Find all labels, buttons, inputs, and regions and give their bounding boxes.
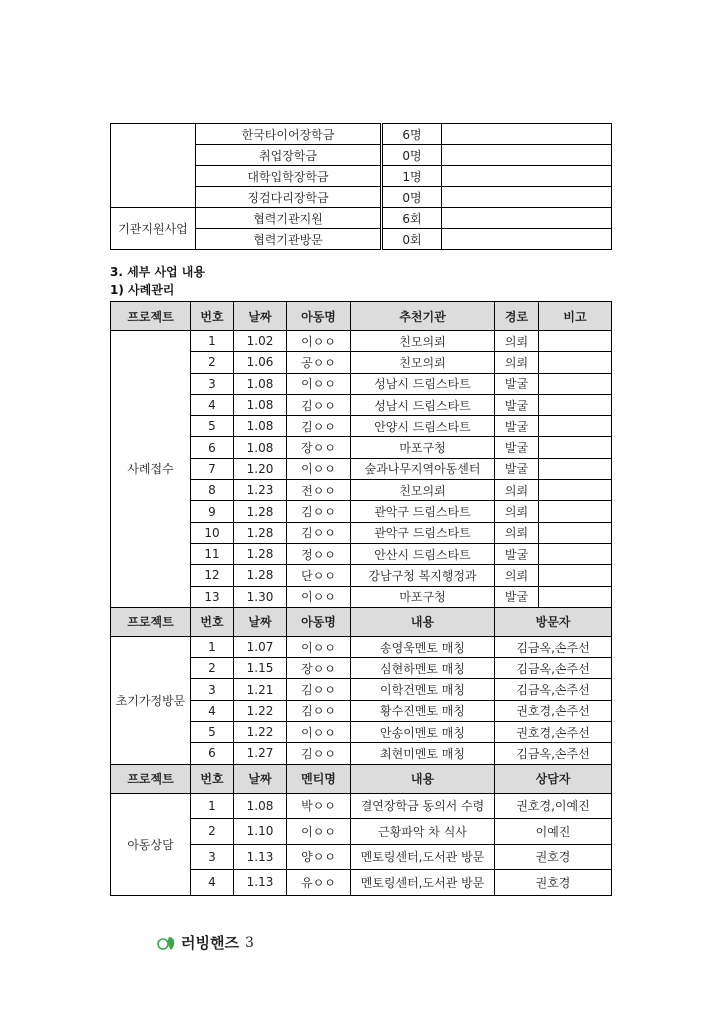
route-cell: 발굴 bbox=[495, 543, 539, 564]
brand-name: 러빙핸즈 bbox=[181, 934, 239, 952]
column-header: 아동명 bbox=[287, 607, 351, 636]
section-title: 3. 세부 사업 내용 bbox=[110, 265, 205, 279]
agency-cell: 마포구청 bbox=[351, 437, 495, 458]
note-cell bbox=[442, 166, 612, 187]
page-number: 3 bbox=[244, 934, 254, 951]
value-cell: 1명 bbox=[382, 166, 442, 187]
date-cell: 1.27 bbox=[234, 743, 287, 764]
number-cell: 2 bbox=[191, 658, 234, 679]
number-cell: 8 bbox=[191, 480, 234, 501]
child-name-cell: 이ㅇㅇ bbox=[287, 636, 351, 657]
route-cell: 발굴 bbox=[495, 373, 539, 394]
route-cell: 의뢰 bbox=[495, 352, 539, 373]
column-header: 번호 bbox=[191, 764, 234, 793]
number-cell: 11 bbox=[191, 543, 234, 564]
content-cell: 심현하멘토 매칭 bbox=[351, 658, 495, 679]
note-cell bbox=[442, 208, 612, 229]
date-cell: 1.13 bbox=[234, 870, 287, 896]
counselor-cell: 권호경 bbox=[495, 870, 612, 896]
child-name-cell: 김ㅇㅇ bbox=[287, 416, 351, 437]
child-name-cell: 공ㅇㅇ bbox=[287, 352, 351, 373]
date-cell: 1.08 bbox=[234, 437, 287, 458]
note-cell bbox=[442, 124, 612, 145]
table-row bbox=[111, 124, 612, 145]
value-cell: 0회 bbox=[382, 229, 442, 250]
visitor-cell: 김금옥,손주선 bbox=[495, 743, 612, 764]
content-cell: 최현미멘토 매칭 bbox=[351, 743, 495, 764]
number-cell: 6 bbox=[191, 743, 234, 764]
date-cell: 1.22 bbox=[234, 722, 287, 743]
date-cell: 1.28 bbox=[234, 501, 287, 522]
note-cell bbox=[442, 229, 612, 250]
column-header: 프로젝트 bbox=[111, 302, 191, 331]
column-header: 아동명 bbox=[287, 302, 351, 331]
agency-cell: 강남구청 복지행정과 bbox=[351, 565, 495, 586]
number-cell: 7 bbox=[191, 458, 234, 479]
loving-hands-logo-icon bbox=[157, 934, 177, 952]
date-cell: 1.10 bbox=[234, 819, 287, 845]
column-header: 날짜 bbox=[234, 302, 287, 331]
route-cell: 의뢰 bbox=[495, 331, 539, 352]
date-cell: 1.08 bbox=[234, 394, 287, 415]
item-cell: 징검다리장학금 bbox=[196, 187, 382, 208]
child-name-cell: 김ㅇㅇ bbox=[287, 700, 351, 721]
note-cell bbox=[539, 373, 612, 394]
agency-cell: 성남시 드림스타트 bbox=[351, 394, 495, 415]
counselor-cell: 권호경,이예진 bbox=[495, 793, 612, 819]
mentee-name-cell: 박ㅇㅇ bbox=[287, 793, 351, 819]
counselor-cell: 이예진 bbox=[495, 819, 612, 845]
agency-cell: 안양시 드림스타트 bbox=[351, 416, 495, 437]
route-cell: 의뢰 bbox=[495, 565, 539, 586]
table-row bbox=[111, 636, 612, 657]
agency-cell: 안산시 드림스타트 bbox=[351, 543, 495, 564]
note-cell bbox=[442, 145, 612, 166]
route-cell: 의뢰 bbox=[495, 480, 539, 501]
note-cell bbox=[539, 416, 612, 437]
agency-cell: 친모의뢰 bbox=[351, 480, 495, 501]
number-cell: 9 bbox=[191, 501, 234, 522]
child-name-cell: 김ㅇㅇ bbox=[287, 501, 351, 522]
number-cell: 5 bbox=[191, 722, 234, 743]
child-name-cell: 이ㅇㅇ bbox=[287, 458, 351, 479]
note-cell bbox=[539, 331, 612, 352]
header-row bbox=[111, 607, 612, 636]
table-row bbox=[111, 208, 612, 229]
content-cell: 안송이멘토 매칭 bbox=[351, 722, 495, 743]
visitor-cell: 권호경,손주선 bbox=[495, 700, 612, 721]
child-name-cell: 장ㅇㅇ bbox=[287, 437, 351, 458]
section-subtitle: 1) 사례관리 bbox=[110, 283, 175, 297]
child-name-cell: 김ㅇㅇ bbox=[287, 394, 351, 415]
agency-cell: 숲과나무지역아동센터 bbox=[351, 458, 495, 479]
number-cell: 6 bbox=[191, 437, 234, 458]
content-cell: 멘토링센터,도서관 방문 bbox=[351, 844, 495, 870]
child-name-cell: 이ㅇㅇ bbox=[287, 331, 351, 352]
content-cell: 근황파악 차 식사 bbox=[351, 819, 495, 845]
note-cell bbox=[539, 394, 612, 415]
date-cell: 1.02 bbox=[234, 331, 287, 352]
child-name-cell: 김ㅇㅇ bbox=[287, 743, 351, 764]
child-name-cell: 이ㅇㅇ bbox=[287, 373, 351, 394]
number-cell: 1 bbox=[191, 793, 234, 819]
agency-cell: 성남시 드림스타트 bbox=[351, 373, 495, 394]
column-header: 방문자 bbox=[495, 607, 612, 636]
column-header: 내용 bbox=[351, 764, 495, 793]
column-header: 추천기관 bbox=[351, 302, 495, 331]
content-cell: 결연장학금 동의서 수령 bbox=[351, 793, 495, 819]
content-cell: 멘토링센터,도서관 방문 bbox=[351, 870, 495, 896]
column-header: 번호 bbox=[191, 302, 234, 331]
number-cell: 4 bbox=[191, 700, 234, 721]
visitor-cell: 권호경,손주선 bbox=[495, 722, 612, 743]
note-cell bbox=[539, 352, 612, 373]
scholarship-summary-table bbox=[110, 123, 612, 250]
column-header: 비고 bbox=[539, 302, 612, 331]
header-row bbox=[111, 302, 612, 331]
visitor-cell: 김금옥,손주선 bbox=[495, 658, 612, 679]
category-cell: 기관지원사업 bbox=[111, 208, 196, 250]
date-cell: 1.28 bbox=[234, 522, 287, 543]
route-cell: 발굴 bbox=[495, 437, 539, 458]
date-cell: 1.08 bbox=[234, 416, 287, 437]
column-header: 내용 bbox=[351, 607, 495, 636]
visitor-cell: 김금옥,손주선 bbox=[495, 679, 612, 700]
note-cell bbox=[539, 543, 612, 564]
number-cell: 3 bbox=[191, 373, 234, 394]
number-cell: 10 bbox=[191, 522, 234, 543]
item-cell: 대학입학장학금 bbox=[196, 166, 382, 187]
date-cell: 1.07 bbox=[234, 636, 287, 657]
child-name-cell: 이ㅇㅇ bbox=[287, 586, 351, 607]
number-cell: 3 bbox=[191, 844, 234, 870]
child-name-cell: 이ㅇㅇ bbox=[287, 722, 351, 743]
header-row bbox=[111, 764, 612, 793]
date-cell: 1.20 bbox=[234, 458, 287, 479]
agency-cell: 관악구 드림스타트 bbox=[351, 501, 495, 522]
note-cell bbox=[539, 458, 612, 479]
child-name-cell: 정ㅇㅇ bbox=[287, 543, 351, 564]
item-cell: 협력기관방문 bbox=[196, 229, 382, 250]
child-name-cell: 김ㅇㅇ bbox=[287, 679, 351, 700]
mentee-name-cell: 양ㅇㅇ bbox=[287, 844, 351, 870]
number-cell: 12 bbox=[191, 565, 234, 586]
number-cell: 3 bbox=[191, 679, 234, 700]
agency-cell: 친모의뢰 bbox=[351, 331, 495, 352]
case-management-table bbox=[110, 301, 612, 896]
value-cell: 0명 bbox=[382, 145, 442, 166]
table-row bbox=[111, 331, 612, 352]
date-cell: 1.30 bbox=[234, 586, 287, 607]
date-cell: 1.08 bbox=[234, 793, 287, 819]
note-cell bbox=[539, 437, 612, 458]
column-header: 프로젝트 bbox=[111, 607, 191, 636]
column-header: 멘티명 bbox=[287, 764, 351, 793]
item-cell: 한국타이어장학금 bbox=[196, 124, 382, 145]
date-cell: 1.15 bbox=[234, 658, 287, 679]
category-cell bbox=[111, 124, 196, 208]
agency-cell: 마포구청 bbox=[351, 586, 495, 607]
agency-cell: 친모의뢰 bbox=[351, 352, 495, 373]
number-cell: 2 bbox=[191, 352, 234, 373]
content-cell: 황수진멘토 매칭 bbox=[351, 700, 495, 721]
value-cell: 0명 bbox=[382, 187, 442, 208]
route-cell: 의뢰 bbox=[495, 522, 539, 543]
mentee-name-cell: 이ㅇㅇ bbox=[287, 819, 351, 845]
child-name-cell: 전ㅇㅇ bbox=[287, 480, 351, 501]
date-cell: 1.28 bbox=[234, 565, 287, 586]
agency-cell: 관악구 드림스타트 bbox=[351, 522, 495, 543]
note-cell bbox=[539, 565, 612, 586]
number-cell: 4 bbox=[191, 870, 234, 896]
column-header: 날짜 bbox=[234, 607, 287, 636]
project-cell: 사례접수 bbox=[111, 331, 191, 608]
number-cell: 2 bbox=[191, 819, 234, 845]
date-cell: 1.23 bbox=[234, 480, 287, 501]
child-name-cell: 김ㅇㅇ bbox=[287, 522, 351, 543]
project-cell: 아동상담 bbox=[111, 793, 191, 895]
note-cell bbox=[539, 480, 612, 501]
column-header: 경로 bbox=[495, 302, 539, 331]
value-cell: 6명 bbox=[382, 124, 442, 145]
number-cell: 1 bbox=[191, 636, 234, 657]
column-header: 상담자 bbox=[495, 764, 612, 793]
note-cell bbox=[539, 501, 612, 522]
child-name-cell: 단ㅇㅇ bbox=[287, 565, 351, 586]
note-cell bbox=[442, 187, 612, 208]
visitor-cell: 김금옥,손주선 bbox=[495, 636, 612, 657]
date-cell: 1.08 bbox=[234, 373, 287, 394]
date-cell: 1.28 bbox=[234, 543, 287, 564]
table-row bbox=[111, 793, 612, 819]
route-cell: 발굴 bbox=[495, 586, 539, 607]
number-cell: 13 bbox=[191, 586, 234, 607]
number-cell: 4 bbox=[191, 394, 234, 415]
item-cell: 취업장학금 bbox=[196, 145, 382, 166]
date-cell: 1.06 bbox=[234, 352, 287, 373]
item-cell: 협력기관지원 bbox=[196, 208, 382, 229]
route-cell: 발굴 bbox=[495, 458, 539, 479]
date-cell: 1.22 bbox=[234, 700, 287, 721]
content-cell: 이학건멘토 매칭 bbox=[351, 679, 495, 700]
route-cell: 발굴 bbox=[495, 416, 539, 437]
note-cell bbox=[539, 586, 612, 607]
date-cell: 1.13 bbox=[234, 844, 287, 870]
project-cell: 초기가정방문 bbox=[111, 636, 191, 764]
mentee-name-cell: 유ㅇㅇ bbox=[287, 870, 351, 896]
column-header: 번호 bbox=[191, 607, 234, 636]
footer bbox=[157, 932, 254, 953]
note-cell bbox=[539, 522, 612, 543]
date-cell: 1.21 bbox=[234, 679, 287, 700]
content-cell: 송영욱멘토 매칭 bbox=[351, 636, 495, 657]
value-cell: 6회 bbox=[382, 208, 442, 229]
child-name-cell: 장ㅇㅇ bbox=[287, 658, 351, 679]
counselor-cell: 권호경 bbox=[495, 844, 612, 870]
number-cell: 1 bbox=[191, 331, 234, 352]
route-cell: 발굴 bbox=[495, 394, 539, 415]
route-cell: 의뢰 bbox=[495, 501, 539, 522]
column-header: 프로젝트 bbox=[111, 764, 191, 793]
column-header: 날짜 bbox=[234, 764, 287, 793]
number-cell: 5 bbox=[191, 416, 234, 437]
